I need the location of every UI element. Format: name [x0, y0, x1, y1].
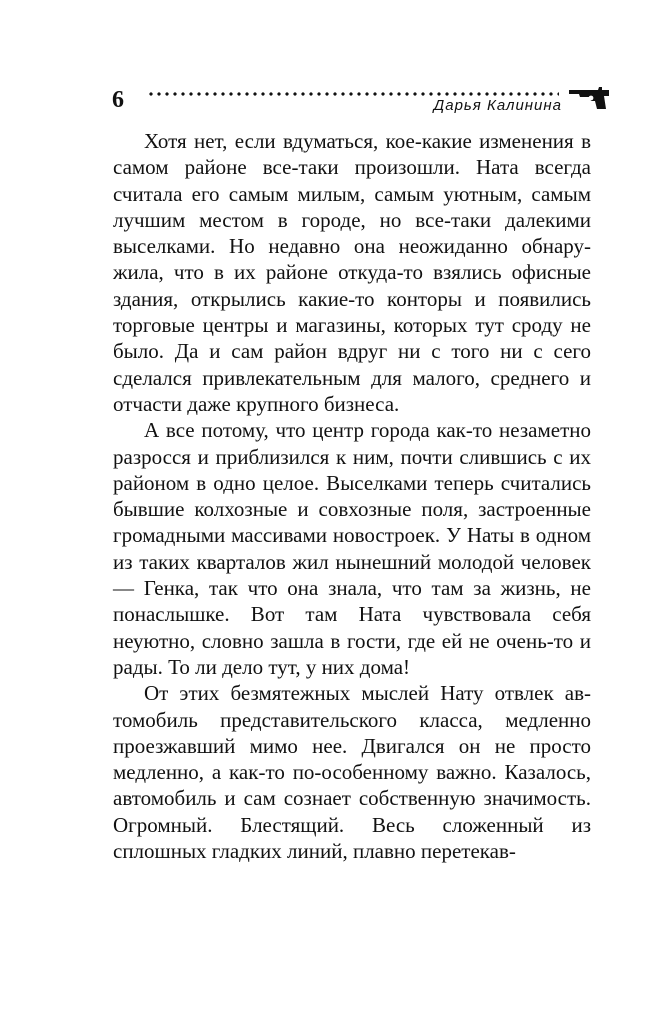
page-number: 6 [112, 87, 124, 113]
paragraph: От этих безмятежных мыслей Нату отвлек автомобиль представительского класса, медленно проезжавший мимо нее. Двигался он не просто медленно, а как-то по-особенному важно. Казалось, автомобиль и сам сознает собственную значимость. Огромный. Блестящий. Весь сложенный из сплошных гладких линий, плавно перетекав- [113, 681, 591, 864]
revolver-icon [568, 84, 610, 112]
running-head-author: Дарья Калинина [433, 97, 562, 114]
paragraph: А все потому, что центр города как-то незаметно разросся и приблизился к ним, почти слившись с их районом в одно целое. Выселками теперь считались бывшие колхозные и совхозные поля, застроенные громадными массивами новостроек. У Наты в одном из таких кварталов жил нынешний молодой человек — Генка, так что она знала, что там за жизнь, не понаслышке. Вот там Ната чувствовала себя неуютно, словно зашла в гости, где ей не очень-то и рады. То ли дело тут, у них дома! [113, 418, 591, 679]
paragraph: Хотя нет, если вдуматься, кое-какие изменения в самом районе все-таки произошли. Ната всегда считала его самым милым, самым уютным, самым лучшим местом в городе, но все-таки далекими выселками. Но недавно она неожиданно обнаружила, что в их районе откуда-то взялись офисные здания, открылись какие-то конторы и появились торговые центры и магазины, которых тут сроду не было. Да и сам район вдруг ни с того ни с сего сделался привлекательным для малого, среднего и отчасти даже крупного бизнеса. [113, 129, 591, 416]
page-body-text [113, 128, 591, 864]
